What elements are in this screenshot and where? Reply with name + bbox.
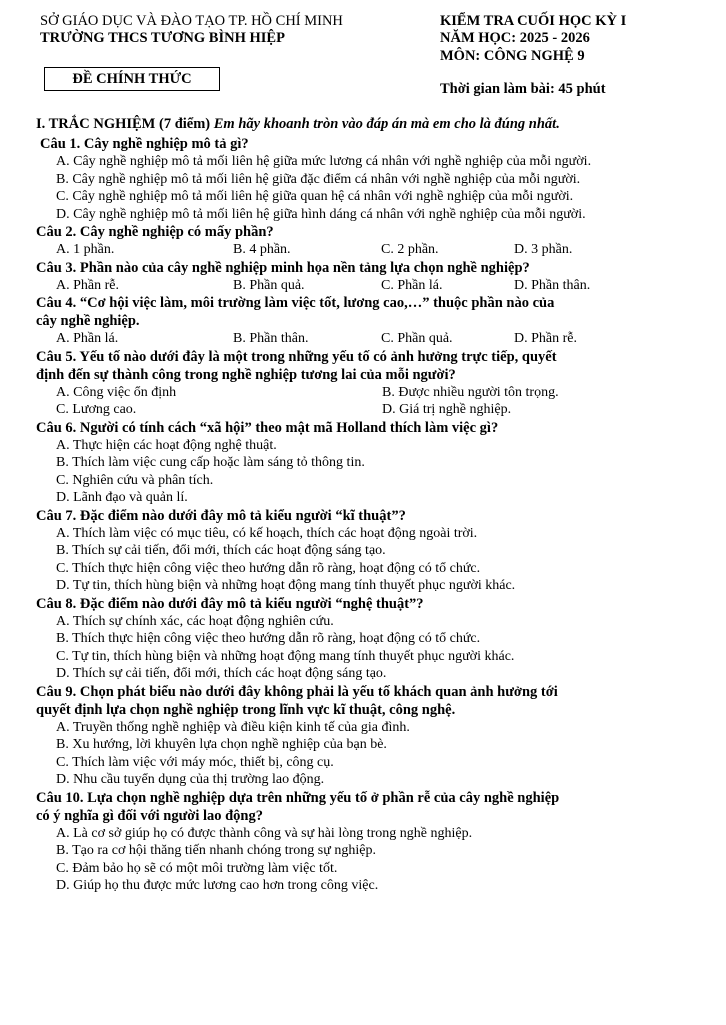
q4-option-b[interactable]: B. Phần thân. — [233, 331, 309, 347]
question-6: Câu 6. Người có tính cách “xã hội” theo mật mã Holland thích làm việc gì? — [36, 419, 499, 436]
subject-name: MÔN: CÔNG NGHỆ 9 — [440, 47, 585, 64]
question-9-line-2: quyết định lựa chọn nghề nghiệp trong lĩnh vực kĩ thuật, công nghệ. — [36, 701, 456, 718]
q3-option-d[interactable]: D. Phần thân. — [514, 277, 591, 293]
question-2: Câu 2. Cây nghề nghiệp có mấy phần? — [36, 224, 274, 241]
q2-option-a[interactable]: A. 1 phần. — [56, 242, 115, 258]
q6-option-d[interactable]: D. Lãnh đạo và quản lí. — [56, 490, 188, 506]
question-9-line-1: Câu 9. Chọn phát biểu nào dưới đây không phải là yếu tố khách quan ảnh hưởng tới — [36, 683, 558, 700]
q2-option-c[interactable]: C. 2 phần. — [381, 242, 439, 258]
q7-option-a[interactable]: A. Thích làm việc có mục tiêu, có kế hoạch, thích các hoạt động ngoài trời. — [56, 525, 478, 541]
q10-option-d[interactable]: D. Giúp họ thu được mức lương cao hơn trong công việc. — [56, 878, 379, 894]
question-3: Câu 3. Phần nào của cây nghề nghiệp minh họa nền tảng lựa chọn nghề nghiệp? — [36, 259, 530, 276]
header-right — [440, 13, 627, 97]
question-8: Câu 8. Đặc điểm nào dưới đây mô tả kiểu người “nghệ thuật”? — [36, 595, 424, 612]
q10-option-c[interactable]: C. Đảm bảo họ sẽ có một môi trường làm việc tốt. — [56, 860, 338, 876]
q10-option-a[interactable]: A. Là cơ sở giúp họ có được thành công và sự hài lòng trong nghề nghiệp. — [56, 825, 473, 841]
exam-content — [36, 116, 696, 895]
q10-option-b[interactable]: B. Tạo ra cơ hội thăng tiến nhanh chóng trong sự nghiệp. — [56, 843, 376, 859]
q1-option-c[interactable]: C. Cây nghề nghiệp mô tả mối liên hệ giữa quan hệ cá nhân với nghề nghiệp của mỗi người. — [56, 189, 574, 205]
q4-option-a[interactable]: A. Phần lá. — [56, 331, 119, 347]
exam-title: KIỂM TRA CUỐI HỌC KỲ I — [440, 13, 627, 29]
q3-option-b[interactable]: B. Phần quả. — [233, 277, 305, 293]
q7-option-d[interactable]: D. Tự tin, thích hùng biện và những hoạt động mang tính thuyết phục người khác. — [56, 578, 516, 594]
q9-option-b[interactable]: B. Xu hướng, lời khuyên lựa chọn nghề nghiệp của bạn bè. — [56, 737, 387, 753]
q7-option-c[interactable]: C. Thích thực hiện công việc theo hướng dẫn rõ ràng, hoạt động có tổ chức. — [56, 560, 481, 576]
department-name: SỞ GIÁO DỤC VÀ ĐÀO TẠO TP. HỒ CHÍ MINH — [40, 13, 343, 29]
q9-option-d[interactable]: D. Nhu cầu tuyển dụng của thị trường lao động. — [56, 772, 325, 788]
q4-option-c[interactable]: C. Phần quả. — [381, 331, 453, 347]
question-5-line-1: Câu 5. Yếu tố nào dưới đây là một trong những yếu tố có ảnh hưởng trực tiếp, quyết — [36, 348, 557, 365]
q8-option-a[interactable]: A. Thích sự chính xác, các hoạt động nghiên cứu. — [56, 613, 334, 629]
question-1: Câu 1. Cây nghề nghiệp mô tả gì? — [40, 136, 249, 153]
q5-option-c[interactable]: C. Lương cao. — [56, 402, 137, 418]
q5-option-d[interactable]: D. Giá trị nghề nghiệp. — [382, 402, 512, 418]
q7-option-b[interactable]: B. Thích sự cải tiến, đổi mới, thích các hoạt động sáng tạo. — [56, 543, 386, 559]
q5-options-row-1 — [36, 384, 696, 402]
q3-options — [36, 277, 696, 295]
section-instruction: Em hãy khoanh tròn vào đáp án mà em cho là đúng nhất. — [213, 116, 560, 132]
q6-option-a[interactable]: A. Thực hiện các hoạt động nghệ thuật. — [56, 437, 277, 453]
q3-option-a[interactable]: A. Phần rễ. — [56, 277, 119, 293]
q4-options — [36, 330, 696, 348]
question-10-line-1: Câu 10. Lựa chọn nghề nghiệp dựa trên những yếu tố ở phần rễ của cây nghề nghiệp — [36, 789, 560, 806]
question-10-line-2: có ý nghĩa gì đối với người lao động? — [36, 807, 264, 824]
q1-option-d[interactable]: D. Cây nghề nghiệp mô tả mối liên hệ giữa hình dáng cá nhân với nghề nghiệp của mỗi người. — [56, 206, 586, 222]
question-4-line-2: cây nghề nghiệp. — [36, 313, 140, 330]
q8-option-c[interactable]: C. Tự tin, thích hùng biện và những hoạt động mang tính thuyết phục người khác. — [56, 648, 515, 664]
q5-option-a[interactable]: A. Công việc ổn định — [56, 384, 177, 400]
q3-option-c[interactable]: C. Phần lá. — [381, 277, 443, 293]
header-left — [40, 13, 343, 48]
q1-option-a[interactable]: A. Cây nghề nghiệp mô tả mối liên hệ giữa mức lương cá nhân với nghề nghiệp của mỗi người. — [56, 154, 592, 170]
school-year: NĂM HỌC: 2025 - 2026 — [440, 30, 590, 47]
q6-option-c[interactable]: C. Nghiên cứu và phân tích. — [56, 472, 214, 488]
official-exam-badge: ĐỀ CHÍNH THỨC — [44, 67, 220, 91]
q2-options — [36, 241, 696, 259]
q4-option-d[interactable]: D. Phần rễ. — [514, 331, 577, 347]
exam-duration: Thời gian làm bài: 45 phút — [440, 81, 606, 97]
q8-option-d[interactable]: D. Thích sự cải tiến, đổi mới, thích các hoạt động sáng tạo. — [56, 666, 387, 682]
section-title — [36, 116, 696, 133]
q5-options-row-2 — [36, 401, 696, 419]
q9-option-a[interactable]: A. Truyền thống nghề nghiệp và điều kiện kinh tế của gia đình. — [56, 719, 410, 735]
q5-option-b[interactable]: B. Được nhiều người tôn trọng. — [382, 384, 559, 400]
question-4-line-1: Câu 4. “Cơ hội việc làm, môi trường làm việc tốt, lương cao,…” thuộc phần nào của — [36, 295, 555, 312]
q2-option-d[interactable]: D. 3 phần. — [514, 242, 573, 258]
question-7: Câu 7. Đặc điểm nào dưới đây mô tả kiểu người “kĩ thuật”? — [36, 507, 406, 524]
question-5-line-2: định đến sự thành công trong nghề nghiệp tương lai của mỗi người? — [36, 366, 456, 383]
q1-option-b[interactable]: B. Cây nghề nghiệp mô tả mối liên hệ giữa đặc điểm cá nhân với nghề nghiệp của mỗi người. — [56, 171, 581, 187]
school-name: TRƯỜNG THCS TƯƠNG BÌNH HIỆP — [40, 30, 285, 47]
q6-option-b[interactable]: B. Thích làm việc cung cấp hoặc làm sáng tỏ thông tin. — [56, 455, 365, 471]
q9-option-c[interactable]: C. Thích làm việc với máy móc, thiết bị, công cụ. — [56, 754, 334, 770]
q8-option-b[interactable]: B. Thích thực hiện công việc theo hướng dẫn rõ ràng, hoạt động có tổ chức. — [56, 631, 481, 647]
q2-option-b[interactable]: B. 4 phần. — [233, 242, 291, 258]
section-heading: I. TRẮC NGHIỆM (7 điểm) — [36, 116, 211, 132]
